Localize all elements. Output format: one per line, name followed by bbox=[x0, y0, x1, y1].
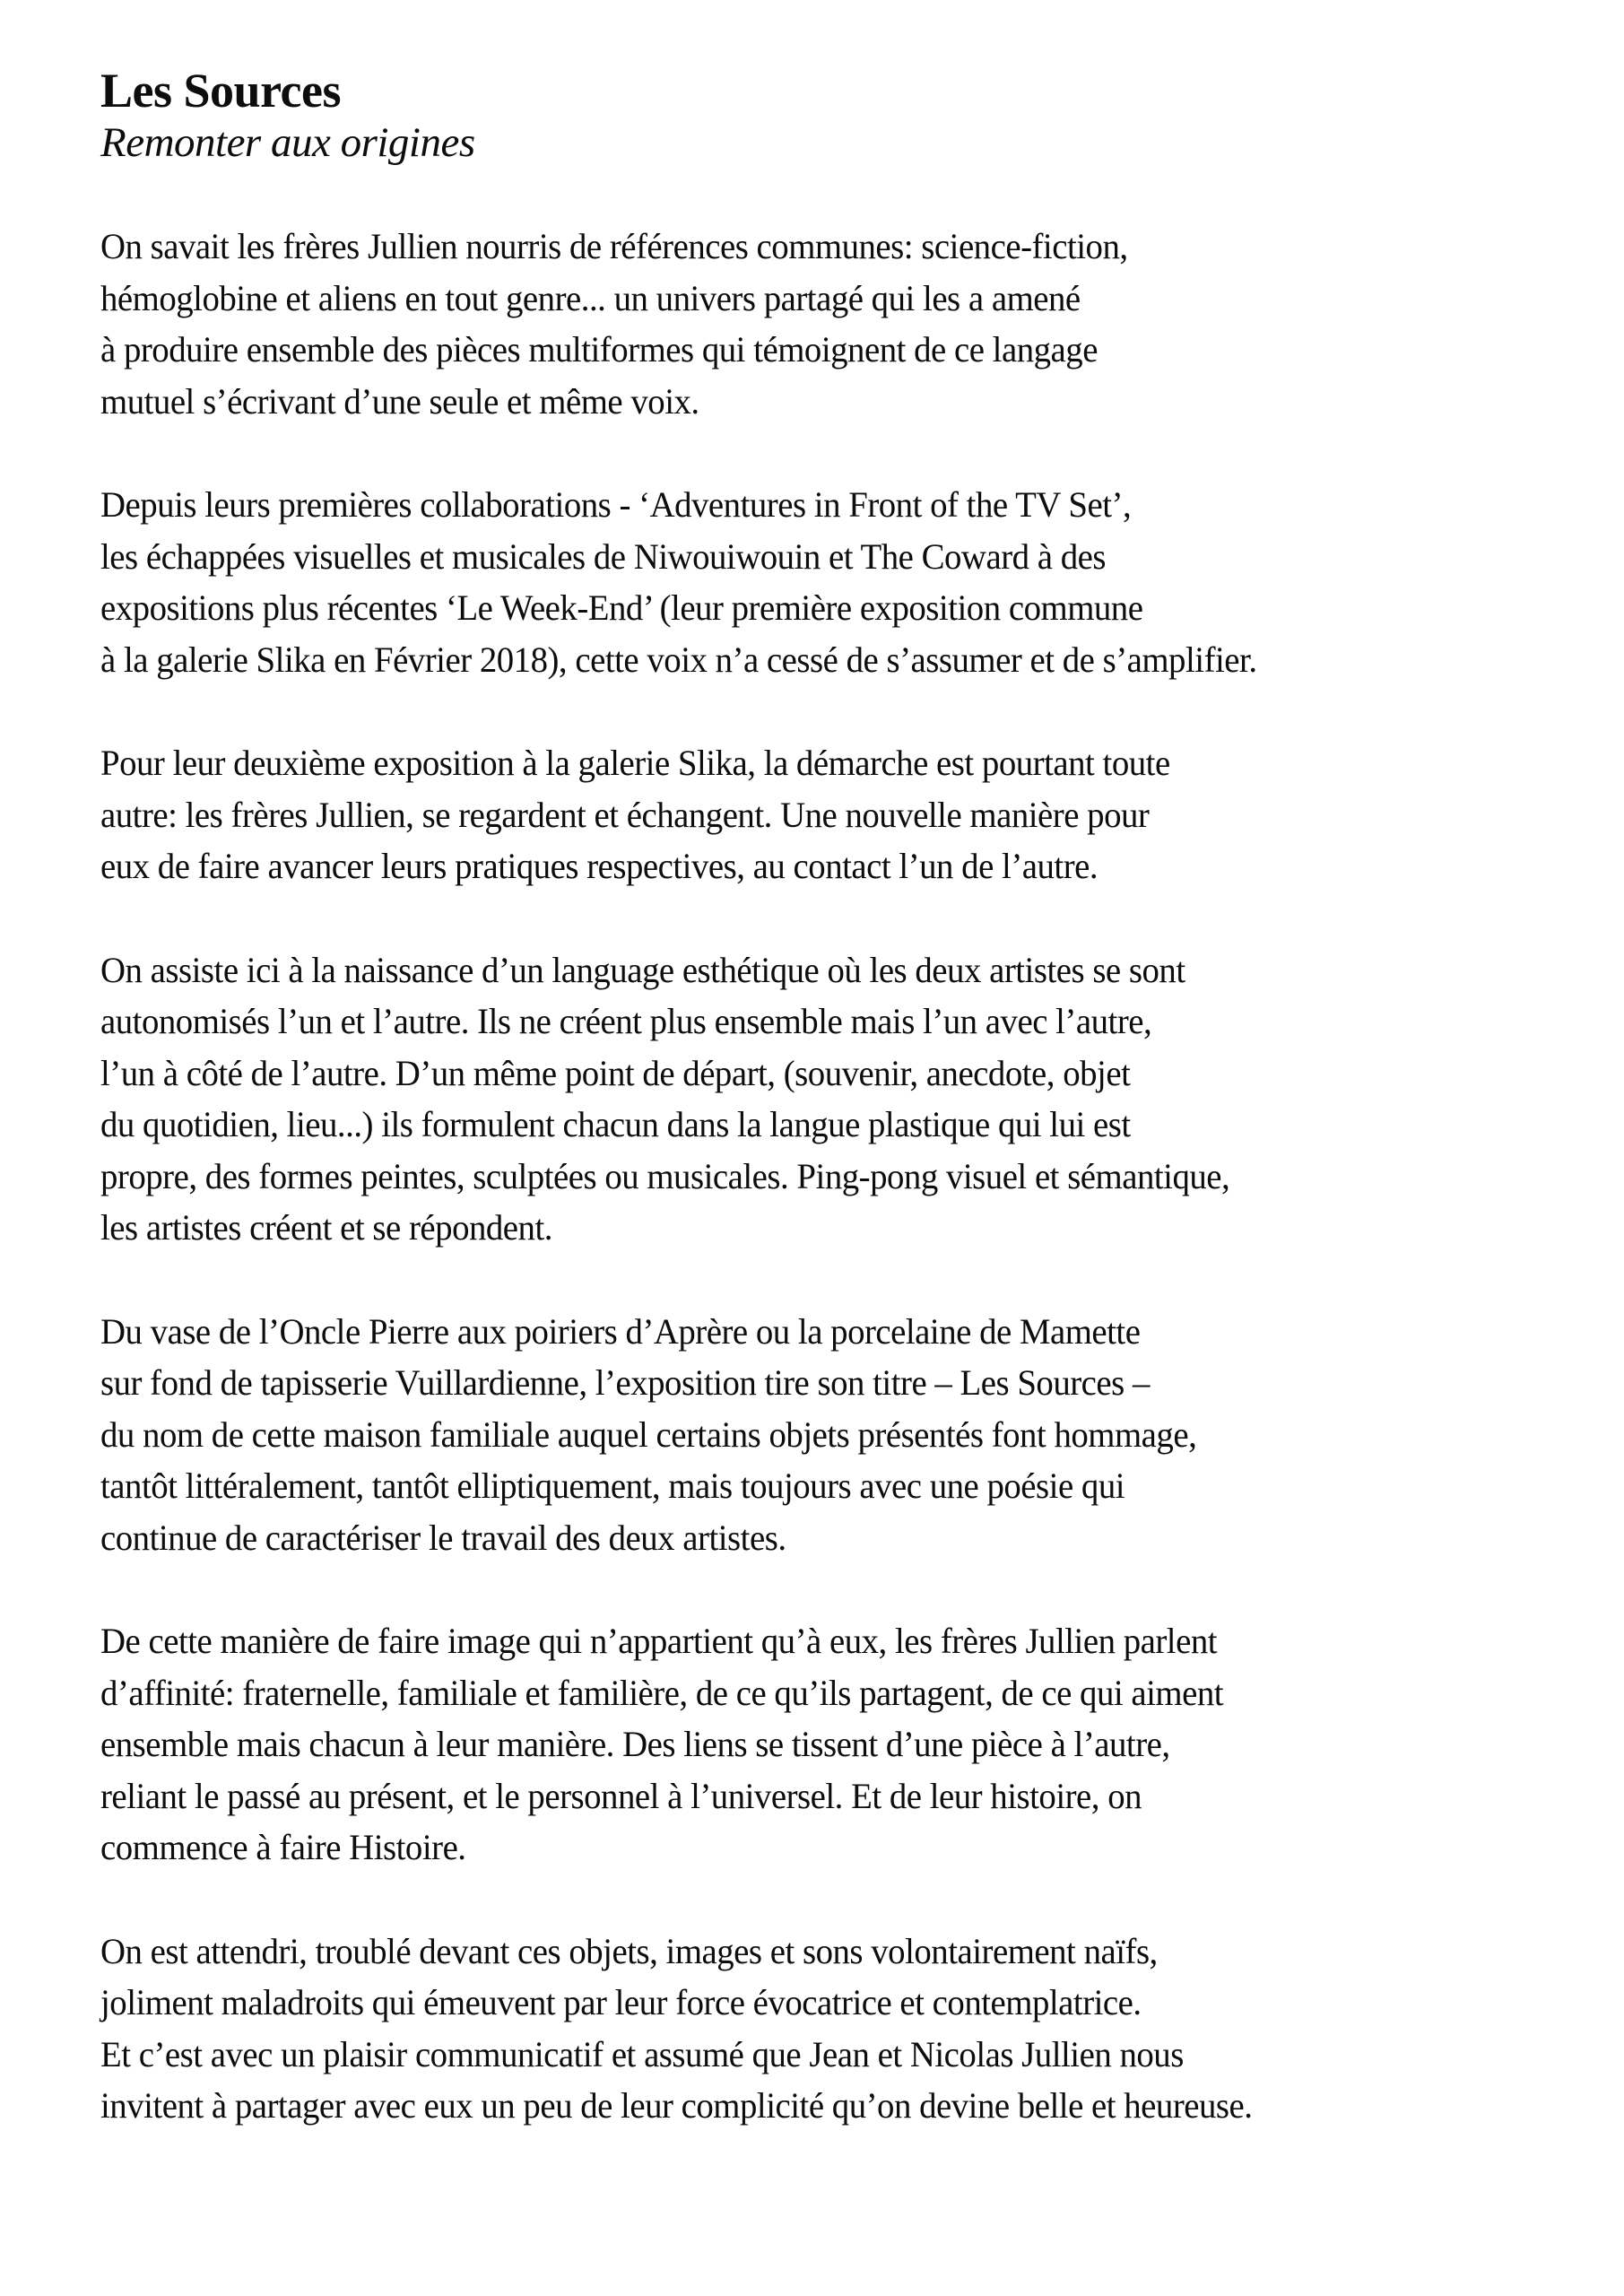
text-line: du quotidien, lieu...) ils formulent chacun dans la langue plastique qui lui est bbox=[100, 1104, 1131, 1144]
text-line: On assiste ici à la naissance d’un language esthétique où les deux artistes se sont bbox=[100, 949, 1185, 990]
document-body bbox=[100, 221, 1534, 2132]
text-line: Et c’est avec un plaisir communicatif et assumé que Jean et Nicolas Jullien nous bbox=[100, 2033, 1184, 2074]
text-line: mutuel s’écrivant d’une seule et même voix. bbox=[100, 380, 699, 422]
paragraph-1 bbox=[100, 221, 1534, 427]
text-line: ensemble mais chacun à leur manière. Des liens se tissent d’une pièce à l’autre, bbox=[100, 1724, 1170, 1764]
text-line: On savait les frères Jullien nourris de références communes: science-fiction, bbox=[100, 226, 1128, 266]
text-line: les échappées visuelles et musicales de Niwouiwouin et The Coward à des bbox=[100, 535, 1106, 577]
text-line: propre, des formes peintes, sculptées ou musicales. Ping-pong visuel et sémantique, bbox=[100, 1155, 1230, 1196]
text-line: Pour leur deuxième exposition à la galerie Slika, la démarche est pourtant toute bbox=[100, 743, 1170, 783]
text-line: Depuis leurs premières collaborations - ‘Adventures in Front of the TV Set’, bbox=[100, 484, 1132, 525]
text-line: expositions plus récentes ‘Le Week-End’ (leur première exposition commune bbox=[100, 587, 1143, 628]
text-line: reliant le passé au présent, et le personnel à l’universel. Et de leur histoire, on bbox=[100, 1775, 1142, 1816]
text-line: d’affinité: fraternelle, familiale et familière, de ce qu’ils partagent, de ce qui aiment bbox=[100, 1672, 1224, 1713]
page-title: Les Sources bbox=[100, 64, 342, 117]
text-line: eux de faire avancer leurs pratiques respectives, au contact l’un de l’autre. bbox=[100, 846, 1099, 886]
text-line: tantôt littéralement, tantôt elliptiquement, mais toujours avec une poésie qui bbox=[100, 1465, 1125, 1506]
text-line: On est attendri, troublé devant ces objets, images et sons volontairement naïfs, bbox=[100, 1930, 1158, 1971]
text-line: continue de caractériser le travail des deux artistes. bbox=[100, 1517, 786, 1558]
text-line: De cette manière de faire image qui n’appartient qu’à eux, les frères Jullien parlent bbox=[100, 1621, 1218, 1661]
text-line: joliment maladroits qui émeuvent par leur force évocatrice et contemplatrice. bbox=[100, 1982, 1142, 2022]
paragraph-3 bbox=[100, 737, 1534, 892]
text-line: du nom de cette maison familiale auquel certains objets présentés font hommage, bbox=[100, 1413, 1197, 1455]
text-line: sur fond de tapisserie Vuillardienne, l’exposition tire son titre – Les Sources – bbox=[100, 1362, 1150, 1403]
paragraph-5 bbox=[100, 1306, 1534, 1564]
text-line: l’un à côté de l’autre. D’un même point de départ, (souvenir, anecdote, objet bbox=[100, 1052, 1131, 1093]
paragraph-6 bbox=[100, 1615, 1534, 1874]
text-line: les artistes créent et se répondent. bbox=[100, 1207, 552, 1248]
paragraph-2 bbox=[100, 479, 1534, 685]
text-line: autre: les frères Jullien, se regardent et échangent. Une nouvelle manière pour bbox=[100, 794, 1150, 835]
paragraph-7 bbox=[100, 1926, 1534, 2132]
text-line: commence à faire Histoire. bbox=[100, 1827, 466, 1867]
text-line: autonomisés l’un et l’autre. Ils ne créent plus ensemble mais l’un avec l’autre, bbox=[100, 1001, 1152, 1041]
text-line: Du vase de l’Oncle Pierre aux poiriers d’Aprère ou la porcelaine de Mamette bbox=[100, 1310, 1141, 1352]
text-line: à la galerie Slika en Février 2018), cette voix n’a cessé de s’assumer et de s’amplifier. bbox=[100, 639, 1257, 680]
paragraph-4 bbox=[100, 944, 1534, 1254]
text-line: à produire ensemble des pièces multiformes qui témoignent de ce langage bbox=[100, 329, 1098, 370]
text-line: hémoglobine et aliens en tout genre... un univers partagé qui les a amené bbox=[100, 277, 1081, 318]
page-subtitle: Remonter aux origines bbox=[100, 119, 475, 166]
text-line: invitent à partager avec eux un peu de leur complicité qu’on devine belle et heureuse. bbox=[100, 2085, 1253, 2126]
